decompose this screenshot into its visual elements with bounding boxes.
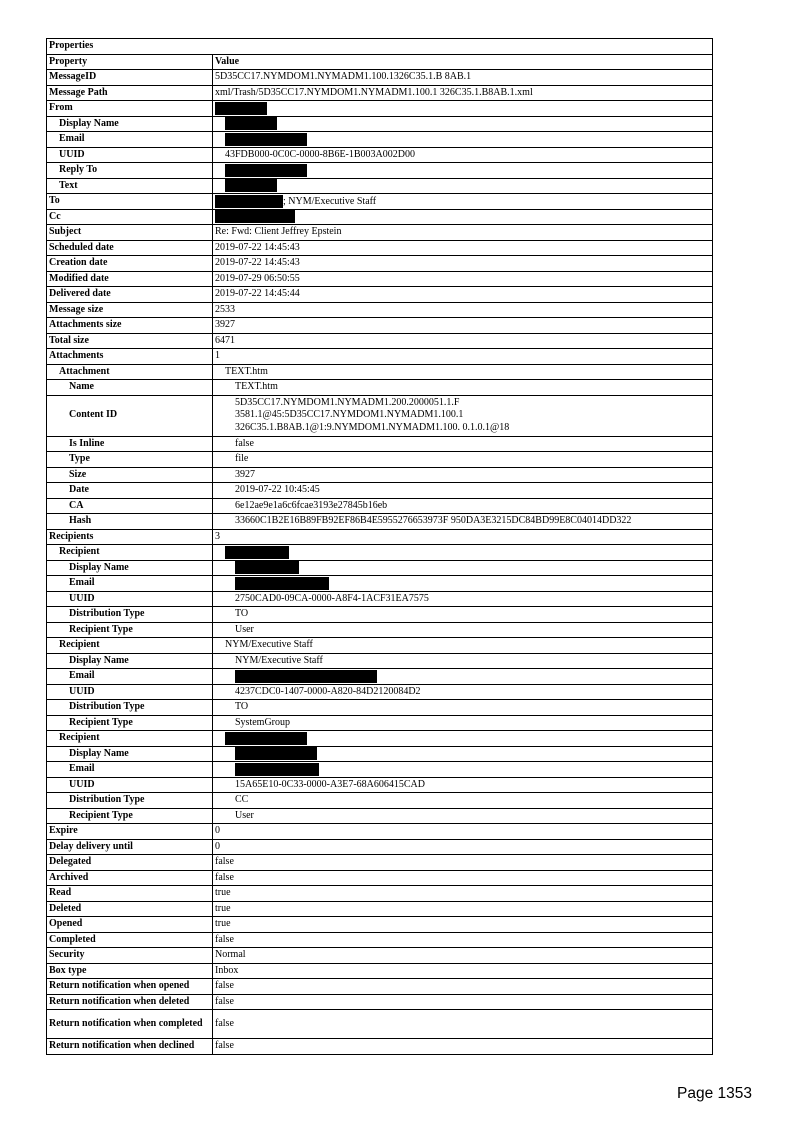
row-value: false bbox=[213, 1039, 713, 1055]
row-value bbox=[213, 209, 713, 225]
table-row bbox=[47, 715, 713, 731]
redaction-block bbox=[235, 747, 317, 760]
row-value: 15A65E10-0C33-0000-A3E7-68A606415CAD bbox=[213, 777, 713, 793]
row-value: 3 bbox=[213, 529, 713, 545]
row-value: 2019-07-22 10:45:45 bbox=[213, 483, 713, 499]
row-value: 3927 bbox=[213, 318, 713, 334]
row-key: Type bbox=[47, 452, 213, 468]
table-row bbox=[47, 886, 713, 902]
row-value: 1 bbox=[213, 349, 713, 365]
redaction-block bbox=[225, 164, 307, 177]
row-value bbox=[213, 746, 713, 762]
row-key: Delay delivery until bbox=[47, 839, 213, 855]
table-row bbox=[47, 994, 713, 1010]
row-key: Scheduled date bbox=[47, 240, 213, 256]
row-key: Is Inline bbox=[47, 436, 213, 452]
row-value bbox=[213, 576, 713, 592]
row-value: CC bbox=[213, 793, 713, 809]
table-row bbox=[47, 560, 713, 576]
table-row bbox=[47, 225, 713, 241]
table-row bbox=[47, 101, 713, 117]
table-row bbox=[47, 731, 713, 747]
row-value: 2533 bbox=[213, 302, 713, 318]
row-value: true bbox=[213, 901, 713, 917]
row-value: false bbox=[213, 870, 713, 886]
row-key: Recipients bbox=[47, 529, 213, 545]
row-key: Distribution Type bbox=[47, 607, 213, 623]
row-key: CA bbox=[47, 498, 213, 514]
row-key: Recipient bbox=[47, 545, 213, 561]
table-row bbox=[47, 287, 713, 303]
table-row bbox=[47, 948, 713, 964]
table-row bbox=[47, 256, 713, 272]
table-row bbox=[47, 163, 713, 179]
table-row bbox=[47, 116, 713, 132]
row-value: Re: Fwd: Client Jeffrey Epstein bbox=[213, 225, 713, 241]
table-row bbox=[47, 380, 713, 396]
row-value: false bbox=[213, 855, 713, 871]
row-value bbox=[213, 762, 713, 778]
table-row bbox=[47, 917, 713, 933]
row-value bbox=[213, 395, 713, 436]
row-value: TO bbox=[213, 607, 713, 623]
row-key: Email bbox=[47, 762, 213, 778]
table-header-row bbox=[47, 54, 713, 70]
table-row bbox=[47, 870, 713, 886]
table-row bbox=[47, 622, 713, 638]
redaction-block bbox=[225, 133, 307, 146]
table-row bbox=[47, 85, 713, 101]
row-key: Box type bbox=[47, 963, 213, 979]
row-value: 4237CDC0-1407-0000-A820-84D2120084D2 bbox=[213, 684, 713, 700]
row-key: UUID bbox=[47, 777, 213, 793]
row-key: Delivered date bbox=[47, 287, 213, 303]
row-key: Return notification when deleted bbox=[47, 994, 213, 1010]
table-row bbox=[47, 240, 713, 256]
table-row bbox=[47, 498, 713, 514]
table-row bbox=[47, 132, 713, 148]
table-row bbox=[47, 70, 713, 86]
row-key: Security bbox=[47, 948, 213, 964]
row-value: TEXT.htm bbox=[213, 364, 713, 380]
row-key: Modified date bbox=[47, 271, 213, 287]
row-value: NYM/Executive Staff bbox=[213, 638, 713, 654]
redaction-block bbox=[225, 117, 277, 130]
row-key: Display Name bbox=[47, 746, 213, 762]
row-value bbox=[213, 669, 713, 685]
row-key: Display Name bbox=[47, 560, 213, 576]
table-title: Properties bbox=[47, 39, 713, 55]
row-key: Return notification when declined bbox=[47, 1039, 213, 1055]
table-row bbox=[47, 576, 713, 592]
row-value: file bbox=[213, 452, 713, 468]
table-row bbox=[47, 746, 713, 762]
table-row bbox=[47, 147, 713, 163]
row-value: 33660C1B2E16B89FB92EF86B4E5955276653973F 950DA3E3215DC84BD99E8C04014DD322 bbox=[213, 514, 713, 530]
table-row bbox=[47, 1039, 713, 1055]
row-value: xml/Trash/5D35CC17.NYMDOM1.NYMADM1.100.1 326C35.1.B8AB.1.xml bbox=[213, 85, 713, 101]
row-value: User bbox=[213, 808, 713, 824]
row-key: Hash bbox=[47, 514, 213, 530]
table-row bbox=[47, 333, 713, 349]
table-row bbox=[47, 514, 713, 530]
table-row bbox=[47, 318, 713, 334]
row-value bbox=[213, 101, 713, 117]
row-key: Total size bbox=[47, 333, 213, 349]
row-value: false bbox=[213, 932, 713, 948]
row-value: 5D35CC17.NYMDOM1.NYMADM1.100.1326C35.1.B 8AB.1 bbox=[213, 70, 713, 86]
row-key: Recipient Type bbox=[47, 715, 213, 731]
row-key: Expire bbox=[47, 824, 213, 840]
row-value: SystemGroup bbox=[213, 715, 713, 731]
table-title-row bbox=[47, 39, 713, 55]
table-row bbox=[47, 839, 713, 855]
table-row bbox=[47, 349, 713, 365]
table-row bbox=[47, 209, 713, 225]
row-key: Email bbox=[47, 669, 213, 685]
redaction-block bbox=[225, 546, 289, 559]
row-key: Email bbox=[47, 576, 213, 592]
row-key: Creation date bbox=[47, 256, 213, 272]
table-row bbox=[47, 777, 713, 793]
table-row bbox=[47, 483, 713, 499]
row-key: Content ID bbox=[47, 395, 213, 436]
table-row bbox=[47, 793, 713, 809]
properties-table bbox=[46, 38, 713, 1055]
row-value: 2019-07-22 14:45:44 bbox=[213, 287, 713, 303]
row-key: From bbox=[47, 101, 213, 117]
content-id-line-1: 5D35CC17.NYMDOM1.NYMADM1.200.2000051.1.F bbox=[235, 396, 460, 408]
row-key: Read bbox=[47, 886, 213, 902]
row-value: 3927 bbox=[213, 467, 713, 483]
row-key: Archived bbox=[47, 870, 213, 886]
header-property: Property bbox=[47, 54, 213, 70]
row-value: 0 bbox=[213, 839, 713, 855]
table-row bbox=[47, 653, 713, 669]
row-key: Delegated bbox=[47, 855, 213, 871]
row-value: false bbox=[213, 994, 713, 1010]
row-value: TEXT.htm bbox=[213, 380, 713, 396]
table-row bbox=[47, 607, 713, 623]
page-number: Page 1353 bbox=[677, 1085, 752, 1102]
content-id-line-3: 326C35.1.B8AB.1@1:9.NYMDOM1.NYMADM1.100. 0.1.0.1@18 bbox=[235, 421, 510, 433]
row-value: true bbox=[213, 886, 713, 902]
table-row bbox=[47, 194, 713, 210]
header-value: Value bbox=[213, 54, 713, 70]
row-key: Recipient Type bbox=[47, 808, 213, 824]
row-value bbox=[213, 178, 713, 194]
row-value bbox=[213, 545, 713, 561]
row-value: 2750CAD0-09CA-0000-A8F4-1ACF31EA7575 bbox=[213, 591, 713, 607]
row-key: To bbox=[47, 194, 213, 210]
table-row bbox=[47, 669, 713, 685]
row-key: Text bbox=[47, 178, 213, 194]
content-id-line-2: 3581.1@45:5D35CC17.NYMDOM1.NYMADM1.100.1 bbox=[235, 409, 464, 421]
table-row bbox=[47, 178, 713, 194]
row-value: User bbox=[213, 622, 713, 638]
row-value: true bbox=[213, 917, 713, 933]
table-row bbox=[47, 271, 713, 287]
table-row bbox=[47, 762, 713, 778]
row-value bbox=[213, 731, 713, 747]
row-value bbox=[213, 132, 713, 148]
row-value bbox=[213, 163, 713, 179]
table-row bbox=[47, 364, 713, 380]
table-row bbox=[47, 684, 713, 700]
table-row bbox=[47, 963, 713, 979]
table-row bbox=[47, 395, 713, 436]
table-row bbox=[47, 638, 713, 654]
table-row bbox=[47, 529, 713, 545]
row-key: Date bbox=[47, 483, 213, 499]
table-row bbox=[47, 855, 713, 871]
table-row bbox=[47, 436, 713, 452]
row-key: Deleted bbox=[47, 901, 213, 917]
row-value: false bbox=[213, 436, 713, 452]
redaction-block bbox=[235, 670, 377, 683]
row-key: UUID bbox=[47, 591, 213, 607]
row-value: 2019-07-29 06:50:55 bbox=[213, 271, 713, 287]
redaction-block bbox=[225, 179, 277, 192]
row-key: Message size bbox=[47, 302, 213, 318]
row-key: Completed bbox=[47, 932, 213, 948]
row-key: Distribution Type bbox=[47, 793, 213, 809]
table-row bbox=[47, 700, 713, 716]
row-value: Inbox bbox=[213, 963, 713, 979]
row-key: Size bbox=[47, 467, 213, 483]
row-key: Email bbox=[47, 132, 213, 148]
table-row bbox=[47, 1010, 713, 1039]
row-key: Distribution Type bbox=[47, 700, 213, 716]
row-value: 2019-07-22 14:45:43 bbox=[213, 256, 713, 272]
row-key: Opened bbox=[47, 917, 213, 933]
row-value: false bbox=[213, 979, 713, 995]
row-key: MessageID bbox=[47, 70, 213, 86]
table-row bbox=[47, 824, 713, 840]
table-row bbox=[47, 545, 713, 561]
row-value: TO bbox=[213, 700, 713, 716]
row-key: Cc bbox=[47, 209, 213, 225]
redaction-block bbox=[215, 210, 295, 223]
row-key: Recipient Type bbox=[47, 622, 213, 638]
row-key: Attachments bbox=[47, 349, 213, 365]
row-key: Reply To bbox=[47, 163, 213, 179]
row-key: Subject bbox=[47, 225, 213, 241]
row-key: Return notification when opened bbox=[47, 979, 213, 995]
table-row bbox=[47, 979, 713, 995]
table-row bbox=[47, 808, 713, 824]
row-key: Attachment bbox=[47, 364, 213, 380]
row-key: Recipient bbox=[47, 638, 213, 654]
table-row bbox=[47, 302, 713, 318]
redaction-block bbox=[235, 763, 319, 776]
table-row bbox=[47, 932, 713, 948]
row-value: false bbox=[213, 1010, 713, 1039]
row-value: 0 bbox=[213, 824, 713, 840]
table-row bbox=[47, 467, 713, 483]
row-value bbox=[213, 194, 713, 210]
row-value bbox=[213, 116, 713, 132]
row-value: 6471 bbox=[213, 333, 713, 349]
redaction-block bbox=[215, 195, 283, 208]
row-key: Attachments size bbox=[47, 318, 213, 334]
row-value: 2019-07-22 14:45:43 bbox=[213, 240, 713, 256]
to-value-text: ; NYM/Executive Staff bbox=[283, 195, 377, 207]
row-value: NYM/Executive Staff bbox=[213, 653, 713, 669]
row-value: 43FDB000-0C0C-0000-8B6E-1B003A002D00 bbox=[213, 147, 713, 163]
row-key: Recipient bbox=[47, 731, 213, 747]
row-key: UUID bbox=[47, 684, 213, 700]
redaction-block bbox=[225, 732, 307, 745]
row-value bbox=[213, 560, 713, 576]
redaction-block bbox=[235, 577, 329, 590]
row-key: UUID bbox=[47, 147, 213, 163]
row-value: 6e12ae9e1a6c6fcae3193e27845b16eb bbox=[213, 498, 713, 514]
row-key: Display Name bbox=[47, 653, 213, 669]
row-key: Name bbox=[47, 380, 213, 396]
table-row bbox=[47, 452, 713, 468]
row-key: Message Path bbox=[47, 85, 213, 101]
row-key: Display Name bbox=[47, 116, 213, 132]
table-row bbox=[47, 901, 713, 917]
table-row bbox=[47, 591, 713, 607]
row-key: Return notification when completed bbox=[47, 1010, 213, 1039]
redaction-block bbox=[215, 102, 267, 115]
redaction-block bbox=[235, 561, 299, 574]
row-value: Normal bbox=[213, 948, 713, 964]
